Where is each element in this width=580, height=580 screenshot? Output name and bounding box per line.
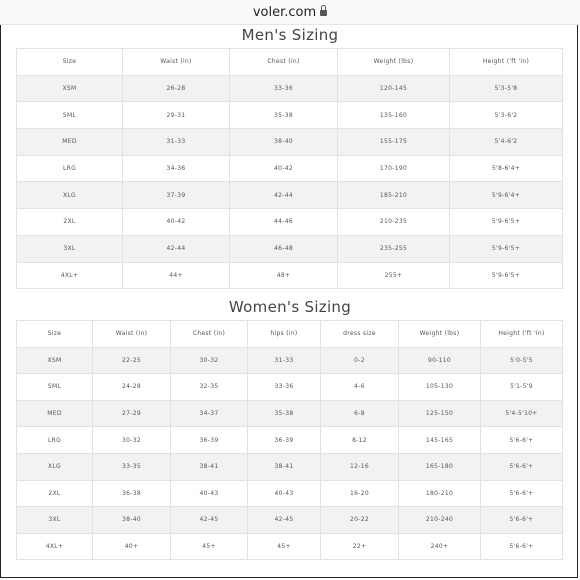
table-cell: 185-210 <box>338 182 450 209</box>
table-cell: 36-39 <box>248 427 321 454</box>
table-cell: 31-33 <box>123 129 230 156</box>
url-text[interactable]: voler.com <box>252 4 317 20</box>
table-cell: 42-45 <box>248 507 321 534</box>
table-cell: 5'4-5'10+ <box>481 400 563 427</box>
table-cell: 5'4-6'2 <box>450 129 563 156</box>
table-row <box>17 400 563 427</box>
table-cell: 33-35 <box>93 453 171 480</box>
column-header: Chest (in) <box>171 321 248 348</box>
table-cell: 235-255 <box>338 235 450 262</box>
table-cell: 36-39 <box>171 427 248 454</box>
column-header: dress size <box>321 321 399 348</box>
table-cell: 22-25 <box>93 347 171 374</box>
table-cell: 8-12 <box>321 427 399 454</box>
table-cell: 180-210 <box>399 480 481 507</box>
table-row <box>17 155 563 182</box>
table-cell: 30-32 <box>93 427 171 454</box>
table-cell: 5'6-6'+ <box>481 507 563 534</box>
table-cell: 2XL <box>17 209 123 236</box>
table-cell: 255+ <box>338 262 450 289</box>
table-row <box>17 262 563 289</box>
table-cell: 12-16 <box>321 453 399 480</box>
table-cell: 36-38 <box>93 480 171 507</box>
table-cell: 34-37 <box>171 400 248 427</box>
table-row <box>17 182 563 209</box>
table-cell: 6-8 <box>321 400 399 427</box>
table-row <box>17 453 563 480</box>
table-cell: 35-38 <box>230 102 338 129</box>
table-row <box>17 427 563 454</box>
table-cell: SML <box>17 102 123 129</box>
table-cell: 5'3-5'8 <box>450 75 563 102</box>
table-row <box>17 129 563 156</box>
table-cell: 32-35 <box>171 374 248 401</box>
table-cell: 40-43 <box>248 480 321 507</box>
column-header: Weight (lbs) <box>338 49 450 76</box>
table-cell: 5'6-6'+ <box>481 480 563 507</box>
table-cell: 125-150 <box>399 400 481 427</box>
table-cell: 29-31 <box>123 102 230 129</box>
men-header-row <box>17 49 563 76</box>
table-cell: 5'6-6'+ <box>481 427 563 454</box>
table-cell: SML <box>17 374 93 401</box>
column-header: Size <box>17 49 123 76</box>
table-cell: LRG <box>17 155 123 182</box>
table-cell: 30-32 <box>171 347 248 374</box>
table-cell: 240+ <box>399 533 481 560</box>
table-cell: XLG <box>17 453 93 480</box>
table-row <box>17 347 563 374</box>
table-cell: 5'9-6'4+ <box>450 182 563 209</box>
table-cell: 90-110 <box>399 347 481 374</box>
table-row <box>17 102 563 129</box>
table-cell: 5'9-6'5+ <box>450 235 563 262</box>
table-cell: 40-42 <box>230 155 338 182</box>
table-cell: 27-29 <box>93 400 171 427</box>
table-cell: 105-130 <box>399 374 481 401</box>
mens-sizing-title: Men's Sizing <box>241 26 339 44</box>
table-cell: 210-235 <box>338 209 450 236</box>
column-header: Height ('ft 'in) <box>481 321 563 348</box>
table-cell: 46-48 <box>230 235 338 262</box>
table-cell: 35-38 <box>248 400 321 427</box>
table-cell: 31-33 <box>248 347 321 374</box>
table-cell: 38-41 <box>248 453 321 480</box>
table-cell: 20-22 <box>321 507 399 534</box>
table-cell: 26-28 <box>123 75 230 102</box>
table-cell: 3XL <box>17 235 123 262</box>
table-row <box>17 235 563 262</box>
column-header: Waist (in) <box>93 321 171 348</box>
table-cell: 155-175 <box>338 129 450 156</box>
table-cell: LRG <box>17 427 93 454</box>
table-cell: 135-160 <box>338 102 450 129</box>
table-cell: 5'1-5'9 <box>481 374 563 401</box>
table-cell: 165-180 <box>399 453 481 480</box>
table-cell: 5'3-6'2 <box>450 102 563 129</box>
table-row <box>17 75 563 102</box>
table-cell: 38-41 <box>171 453 248 480</box>
table-cell: 33-36 <box>248 374 321 401</box>
table-cell: 5'6-6'+ <box>481 533 563 560</box>
mens-size-table <box>16 48 563 289</box>
table-cell: 40+ <box>93 533 171 560</box>
column-header: hips (in) <box>248 321 321 348</box>
table-row <box>17 507 563 534</box>
table-cell: 5'9-6'5+ <box>450 209 563 236</box>
table-row <box>17 533 563 560</box>
table-cell: 5'6-6'+ <box>481 453 563 480</box>
table-cell: 4XL+ <box>17 262 123 289</box>
table-cell: 170-190 <box>338 155 450 182</box>
table-cell: 5'9-6'5+ <box>450 262 563 289</box>
table-cell: 5'8-6'4+ <box>450 155 563 182</box>
table-cell: MED <box>17 129 123 156</box>
table-cell: XSM <box>17 347 93 374</box>
table-cell: 42-44 <box>123 235 230 262</box>
table-cell: 145-165 <box>399 427 481 454</box>
table-cell: 42-44 <box>230 182 338 209</box>
table-cell: 33-36 <box>230 75 338 102</box>
lock-icon <box>320 10 327 16</box>
womens-sizing-title: Women's Sizing <box>228 298 352 316</box>
table-cell: 22+ <box>321 533 399 560</box>
table-cell: MED <box>17 400 93 427</box>
table-cell: 44-46 <box>230 209 338 236</box>
table-cell: 4-6 <box>321 374 399 401</box>
address-bar[interactable] <box>0 0 580 25</box>
table-cell: 38-40 <box>230 129 338 156</box>
women-header-row <box>17 321 563 348</box>
column-header: Weight (lbs) <box>399 321 481 348</box>
table-cell: 24-28 <box>93 374 171 401</box>
table-cell: 44+ <box>123 262 230 289</box>
table-cell: 4XL+ <box>17 533 93 560</box>
table-row <box>17 209 563 236</box>
table-cell: 45+ <box>248 533 321 560</box>
column-header: Size <box>17 321 93 348</box>
table-cell: 42-45 <box>171 507 248 534</box>
table-cell: 3XL <box>17 507 93 534</box>
table-cell: 210-240 <box>399 507 481 534</box>
womens-size-table <box>16 320 563 560</box>
table-cell: 34-36 <box>123 155 230 182</box>
table-cell: 45+ <box>171 533 248 560</box>
column-header: Waist (in) <box>123 49 230 76</box>
column-header: Height ('ft 'in) <box>450 49 563 76</box>
table-cell: 120-145 <box>338 75 450 102</box>
table-cell: 16-20 <box>321 480 399 507</box>
table-cell: 40-42 <box>123 209 230 236</box>
table-cell: 0-2 <box>321 347 399 374</box>
table-cell: XSM <box>17 75 123 102</box>
table-cell: 38-40 <box>93 507 171 534</box>
table-cell: 37-39 <box>123 182 230 209</box>
table-cell: 48+ <box>230 262 338 289</box>
table-cell: XLG <box>17 182 123 209</box>
table-cell: 2XL <box>17 480 93 507</box>
table-row <box>17 374 563 401</box>
table-cell: 40-43 <box>171 480 248 507</box>
column-header: Chest (in) <box>230 49 338 76</box>
table-row <box>17 480 563 507</box>
table-cell: 5'0-5'5 <box>481 347 563 374</box>
